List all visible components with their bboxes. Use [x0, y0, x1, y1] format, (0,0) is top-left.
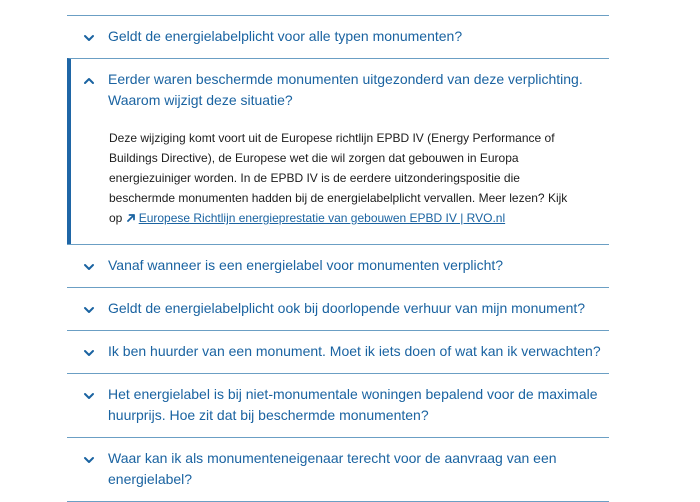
faq-answer-text: Deze wijziging komt voort uit de Europese richtlijn EPBD IV (Energy Performance of Buildings Directive), de Europese wet die wil zorgen dat gebouwen in Europa energiezuiniger worden. In de EPBD IV is de eerdere uitzonderingspositie die beschermde monumenten hadden bij de energielabelplicht vervallen. Meer lezen? Kijk op	[109, 131, 568, 225]
faq-accordion	[67, 15, 609, 502]
faq-question-button[interactable]	[67, 331, 609, 373]
faq-item-expanded	[67, 58, 609, 244]
faq-question-line: huurprijs. Hoe zit dat bij beschermde monumenten?	[108, 407, 429, 423]
chevron-down-icon	[83, 347, 95, 359]
faq-item	[67, 287, 609, 330]
external-arrow-icon	[126, 209, 136, 219]
faq-item	[67, 330, 609, 373]
faq-item	[67, 437, 609, 502]
chevron-down-icon	[83, 32, 95, 44]
faq-question-text: Vanaf wanneer is een energielabel voor monumenten verplicht?	[108, 257, 504, 273]
faq-question-text: Ik ben huurder van een monument. Moet ik iets doen of wat kan ik verwachten?	[108, 343, 601, 359]
chevron-down-icon	[83, 304, 95, 316]
faq-question-text	[108, 448, 557, 490]
faq-question-line: Waar kan ik als monumenteneigenaar terecht voor de aanvraag van een	[108, 450, 557, 466]
faq-question-text: Geldt de energielabelplicht ook bij doorlopende verhuur van mijn monument?	[108, 300, 586, 316]
rvo-epbd-link[interactable]	[126, 211, 505, 225]
faq-answer	[71, 122, 609, 244]
rvo-epbd-link-text: Europese Richtlijn energieprestatie van gebouwen EPBD IV | RVO.nl	[138, 211, 506, 225]
faq-question-button[interactable]	[67, 16, 609, 58]
faq-question-button[interactable]	[67, 374, 609, 437]
faq-item	[67, 373, 609, 437]
faq-question-text	[108, 69, 583, 111]
chevron-down-icon	[83, 454, 95, 466]
faq-question-text: Geldt de energielabelplicht voor alle typen monumenten?	[108, 28, 463, 44]
faq-question-button[interactable]	[67, 245, 609, 287]
faq-item	[67, 15, 609, 58]
faq-question-text	[108, 384, 598, 426]
faq-question-line: energielabel?	[108, 471, 193, 487]
chevron-down-icon	[83, 390, 95, 402]
faq-question-button[interactable]	[67, 438, 609, 501]
chevron-down-icon	[83, 261, 95, 273]
faq-item	[67, 244, 609, 287]
chevron-up-icon	[83, 75, 95, 87]
faq-question-button[interactable]	[67, 288, 609, 330]
faq-question-line: Het energielabel is bij niet-monumentale woningen bepalend voor de maximale	[108, 386, 598, 402]
faq-question-line: Eerder waren beschermde monumenten uitgezonderd van deze verplichting.	[108, 71, 583, 87]
faq-question-button[interactable]	[71, 59, 609, 122]
faq-question-line: Waarom wijzigt deze situatie?	[108, 92, 293, 108]
